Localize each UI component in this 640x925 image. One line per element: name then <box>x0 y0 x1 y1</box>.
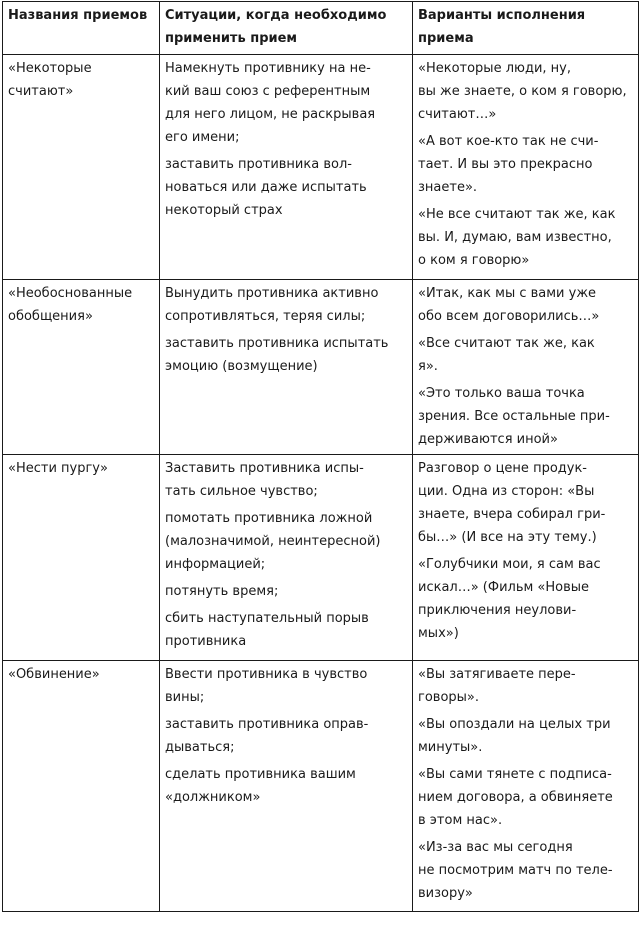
situation-item: Вынудить противника активно сопротивляться, теряя силы; <box>165 286 379 324</box>
table-row <box>3 455 639 661</box>
variant-item: «Это только ваша точка зрения. Все остальные при- держиваются иной» <box>418 386 610 447</box>
situations-cell <box>160 455 413 661</box>
situation-item: сбить наступательный порыв противника <box>165 611 369 649</box>
variant-item: «Некоторые люди, ну, вы же знаете, о ком я говорю, считают…» <box>418 61 627 122</box>
variant-item: Разговор о цене продук- ции. Одна из сторон: «Вы знаете, вчера собирал гри- бы…» (И все на эту тему.) <box>418 461 606 545</box>
variants-cell <box>413 455 639 661</box>
situation-item: заставить противника испытать эмоцию (возмущение) <box>165 336 389 374</box>
variant-item: «А вот кое-кто так не счи- тает. И вы это прекрасно знаете». <box>418 134 599 195</box>
document-page <box>2 1 638 923</box>
situation-item: заставить противника вол- новаться или даже испытать некоторый страх <box>165 157 367 218</box>
header-situations: Ситуации, когда необходимо применить прием <box>160 2 413 55</box>
technique-name-cell: «Обвинение» <box>3 661 160 912</box>
variants-cell <box>413 55 639 280</box>
variant-item: «Все считают так же, как я». <box>418 336 595 374</box>
variant-item: «Голубчики мои, я сам вас искал…» (Фильм «Новые приключения неулови- мых») <box>418 557 601 641</box>
variant-item: «Вы сами тянете с подписа- нием договора, а обвиняете в этом нас». <box>418 767 613 828</box>
variant-item: «Не все считают так же, как вы. И, думаю, вам известно, о ком я говорю» <box>418 207 616 268</box>
situations-cell <box>160 55 413 280</box>
situation-item: Намекнуть противнику на не- кий ваш союз с референтным для него лицом, не раскрывая его имени; <box>165 61 376 145</box>
table-row <box>3 661 639 912</box>
techniques-table <box>2 1 639 912</box>
situations-cell <box>160 280 413 455</box>
variant-item: «Итак, как мы с вами уже обо всем договорились…» <box>418 286 600 324</box>
situation-item: Ввести противника в чувство вины; <box>165 667 368 705</box>
table-row <box>3 55 639 280</box>
variant-item: «Вы затягиваете пере- говоры». <box>418 667 576 705</box>
table-header-row <box>3 2 639 55</box>
variants-cell <box>413 280 639 455</box>
variant-item: «Из-за вас мы сегодня не посмотрим матч по теле- визору» <box>418 840 613 901</box>
situation-item: потянуть время; <box>165 584 279 599</box>
situation-item: сделать противника вашим «должником» <box>165 767 356 805</box>
header-variants: Варианты исполнения приема <box>413 2 639 55</box>
table-row <box>3 280 639 455</box>
situation-item: Заставить противника испы- тать сильное чувство; <box>165 461 364 499</box>
header-technique-names: Названия приемов <box>3 2 160 55</box>
variants-cell <box>413 661 639 912</box>
situation-item: заставить противника оправ- дываться; <box>165 717 369 755</box>
technique-name-cell: «Необоснованные обобщения» <box>3 280 160 455</box>
technique-name-cell: «Некоторые считают» <box>3 55 160 280</box>
variant-item: «Вы опоздали на целых три минуты». <box>418 717 611 755</box>
technique-name-cell: «Нести пургу» <box>3 455 160 661</box>
situation-item: помотать противника ложной (малозначимой, неинтересной) информацией; <box>165 511 381 572</box>
situations-cell <box>160 661 413 912</box>
